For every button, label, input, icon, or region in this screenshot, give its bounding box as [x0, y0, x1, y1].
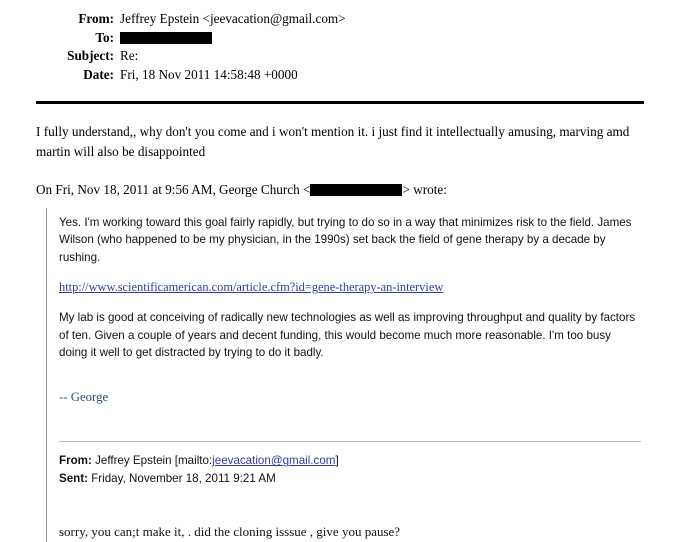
scientific-american-link[interactable]: http://www.scientificamerican.com/article.cfm?id=gene-therapy-an-interview — [59, 280, 444, 295]
quoted-message — [46, 208, 644, 542]
subject-label: Subject: — [67, 48, 114, 64]
redaction-bar-to — [120, 32, 212, 44]
quote-signature: -- George — [59, 390, 109, 405]
quote-attribution-prefix: On Fri, Nov 18, 2011 at 9:56 AM, George Church < — [36, 181, 311, 197]
forwarded-from-row — [59, 452, 644, 470]
from-value: Jeffrey Epstein <jeevacation@gmail.com> — [120, 11, 346, 26]
quote-link-paragraph — [59, 278, 639, 297]
header-row-date — [58, 66, 644, 85]
header-divider — [36, 101, 644, 104]
from-label: From: — [78, 11, 114, 26]
forwarded-from-suffix: ] — [335, 454, 339, 468]
redaction-bar-sender-email — [310, 184, 402, 196]
quote-attribution-suffix: > wrote: — [402, 181, 447, 197]
forwarded-from-prefix: Jeffrey Epstein [mailto: — [95, 454, 213, 468]
quote-paragraph-2: My lab is good at conceiving of radically new technologies as well as improving throughput and quality by factors of ten. Given a couple of years and decent funding, this would become much more reasonable. I'm too busy doing it well to get distracted by trying to do it badly. — [59, 311, 636, 360]
email-header — [58, 10, 644, 85]
to-value — [114, 29, 212, 48]
subject-value: Re: — [120, 48, 139, 64]
quote-paragraph-1: Yes. I'm working toward this goal fairly rapidly, but trying to do so in a way that minimizes risk to the field. James Wilson (who happened to be my physician, in the 1990s) set back the field of gene therapy by a decade by rushing. — [59, 215, 632, 264]
forwarded-sent-label: Sent: — [59, 472, 88, 486]
forwarded-from-label: From: — [59, 454, 92, 468]
quote-attribution — [36, 182, 644, 198]
header-row-from — [58, 10, 644, 29]
date-value: Fri, 18 Nov 2011 14:58:48 +0000 — [120, 67, 298, 83]
reply-body-text: I fully understand,, why don't you come and i won't mention it. i just find it intellectually amusing, marving amd martin will also be disappointed — [36, 123, 630, 159]
to-label: To: — [95, 29, 114, 45]
date-label: Date: — [83, 67, 114, 83]
forwarded-sent-value: Friday, November 18, 2011 9:21 AM — [91, 472, 276, 486]
forwarded-sent-row — [59, 470, 644, 488]
forwarded-divider — [59, 441, 641, 442]
forwarded-body-text: sorry, you can;t make it, . did the cloning isssue , give you pause? — [59, 524, 401, 540]
header-row-subject — [58, 47, 644, 66]
header-row-to — [58, 29, 644, 48]
forwarded-from-email-link[interactable]: jeevacation@gmail.com — [212, 454, 336, 468]
